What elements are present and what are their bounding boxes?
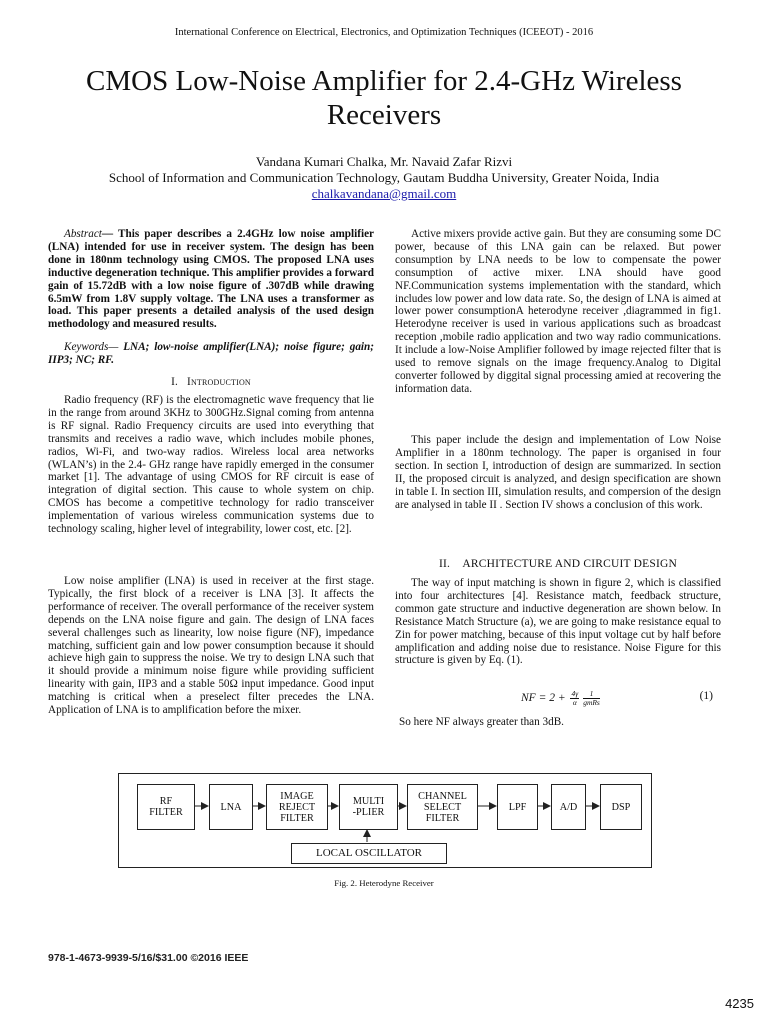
section-title: Introduction <box>187 376 251 388</box>
abstract <box>48 228 374 331</box>
fraction-denominator: α <box>572 698 577 707</box>
paragraph-text: Low noise amplifier (LNA) is used in receiver at the first stage. Typically, the first block of a receiver is LNA [3]. It affects the performance of receiver. The overall performance of the receiver system depends on the LNA noise figure and gain. The design of LNA faces several challenges such as linearity, low noise figure (NF), impedance matching, sufficient gain and low power consumption because it should achieve high gain to suppress the noise. We try to design LNA such that it should provide a minimum noise figure while providing sufficient linearity with gain, IIP3 and a stable 50Ω input impedance. Good input matching is critical when a preselect filter precedes the LNA. Application of LNA is to amplification before the mixer. <box>48 575 374 717</box>
running-head: International Conference on Electrical, Electronics, and Optimization Techniques (ICEEOT) - 2016 <box>174 27 594 38</box>
section-heading-architecture <box>395 558 721 570</box>
abstract-dash: — <box>101 228 114 240</box>
right-paragraph-2 <box>395 434 721 511</box>
lna-block: LNA <box>209 784 253 830</box>
intro-paragraph-1 <box>48 394 374 536</box>
keywords-dash: — <box>108 341 119 353</box>
dsp-block: DSP <box>600 784 642 830</box>
email-line <box>0 186 768 202</box>
section-number: I. <box>171 376 179 388</box>
paragraph-text: The way of input matching is shown in figure 2, which is classified into four architectures [4]. Resistance match, feedback structure, common gate structure and inductive degeneration are shown below. In Resistance Match Structure (a), we are going to make resistance equal to Zin for power matching, because of this input voltage cut by half before amplification and adding noise due to resistance. Noise Figure for this structure is given by Eq. (1). <box>395 577 721 667</box>
equation-fraction-2 <box>583 690 600 707</box>
right-paragraph-1 <box>395 228 721 396</box>
footer-identifier: 978-1-4673-9939-5/16/$31.00 ©2016 IEEE <box>48 952 249 964</box>
after-equation-text: So here NF always greater than 3dB. <box>399 716 564 728</box>
fraction-denominator: gmRs <box>583 698 600 707</box>
equation-number: (1) <box>699 690 713 702</box>
architecture-paragraph <box>395 577 721 667</box>
author-email-link[interactable]: chalkavandana@gmail.com <box>311 186 457 201</box>
image-reject-filter-block: IMAGE REJECT FILTER <box>266 784 328 830</box>
abstract-label: Abstract <box>64 228 102 240</box>
section-title: ARCHITECTURE AND CIRCUIT DESIGN <box>462 558 678 570</box>
section-number: II. <box>438 558 451 570</box>
paper-title: CMOS Low-Noise Amplifier for 2.4-GHz Wireless Receivers <box>86 65 682 131</box>
equation-lhs: NF = 2 + <box>521 692 569 705</box>
intro-paragraph-2 <box>48 575 374 717</box>
paper-authors: Vandana Kumari Chalka, Mr. Navaid Zafar Rizvi <box>255 154 513 169</box>
figure-caption: Fig. 2. Heterodyne Receiver <box>334 878 434 888</box>
section-heading-introduction <box>48 376 374 388</box>
paper-affiliation: School of Information and Communication Technology, Gautam Buddha University, Greater Noida, India <box>108 170 660 185</box>
equation-1 <box>395 688 721 710</box>
keywords-text: LNA; low-noise amplifier(LNA); noise figure; gain; IIP3; NC; RF. <box>48 341 374 366</box>
fraction-numerator: 1 <box>583 690 600 699</box>
rf-filter-block: RF FILTER <box>137 784 195 830</box>
multiplier-block: MULTI -PLIER <box>339 784 398 830</box>
fraction-numerator: 4γ <box>571 689 579 698</box>
paragraph-text: Active mixers provide active gain. But they are consuming some DC power, because of this LNA gain can be relaxed. But power consumption by LNA needs to be low to compensate the power consumption of active mixer. LNA should have good NF.Communication systems implementation with the standard, which includes low power and low data rate. So, the design of LNA is aimed at lower power consumptionA heterodyne receiver ,diagrammed in fig1. Heterodyne receiver is used in various applications such as broadcast reception ,mobile radio application and two way radio communications. It include a low-Noise Amplifier followed by image rejected filter that is used to remove signals on the image frequency.Analog to Digital converter followed by diggital signal processing amied at recovering the information data. <box>395 228 721 395</box>
keywords-label: Keywords <box>64 341 109 353</box>
figure-heterodyne-receiver <box>118 773 652 868</box>
keywords <box>48 341 374 367</box>
channel-select-filter-block: CHANNEL SELECT FILTER <box>407 784 478 830</box>
adc-block: A/D <box>551 784 586 830</box>
page-number: 4235 <box>725 996 754 1011</box>
lpf-block: LPF <box>497 784 538 830</box>
equation-body <box>521 690 602 707</box>
local-oscillator-block: LOCAL OSCILLATOR <box>291 843 447 864</box>
equation-fraction-1 <box>570 690 579 707</box>
abstract-text: This paper describes a 2.4GHz low noise amplifier (LNA) intended for use in receiver system. The design has been done in 180nm technology using CMOS. The proposed LNA uses inductive degeneration technique. This amplifier provides a forward gain of 15.72dB with a low noise figure of .307dB while drawing 6.5mW from 1.8V supply voltage. The LNA uses a transformer as load. This paper presents a detailed analysis of the used design methodology and measured results. <box>48 228 374 331</box>
paragraph-text: Radio frequency (RF) is the electromagnetic wave frequency that lie in the range from around 3KHz to 300GHz.Signal coming from antenna is RF signal. Radio Frequency circuits are used into everything that transmits and receives a radio wave, which includes mobile phones, radios, Wi-Fi, and two-way radios. Wireless local area networks (WLAN’s) in the 2.4- GHz range have rapidly emerged in the consumer market [1]. The advantage of using CMOS for RF circuit is ease of integration of digital section. This cause to whole system on chip. CMOS has become a competitive technology for radio transceiver implementation of various wireless communication systems due to technology scaling, higher level of integrability, lower cost, etc. [2]. <box>48 394 374 536</box>
paragraph-text: This paper include the design and implementation of Low Noise Amplifier in a 180nm technology. The paper is organised in four section. In section I, introduction of design are summarized. In section II, the proposed circuit is analyzed, and design specification are shown in table I. In section III, simulation results, and compersion of the design are analysed in table II . Section IV shows a conclusion of this work. <box>395 434 721 511</box>
